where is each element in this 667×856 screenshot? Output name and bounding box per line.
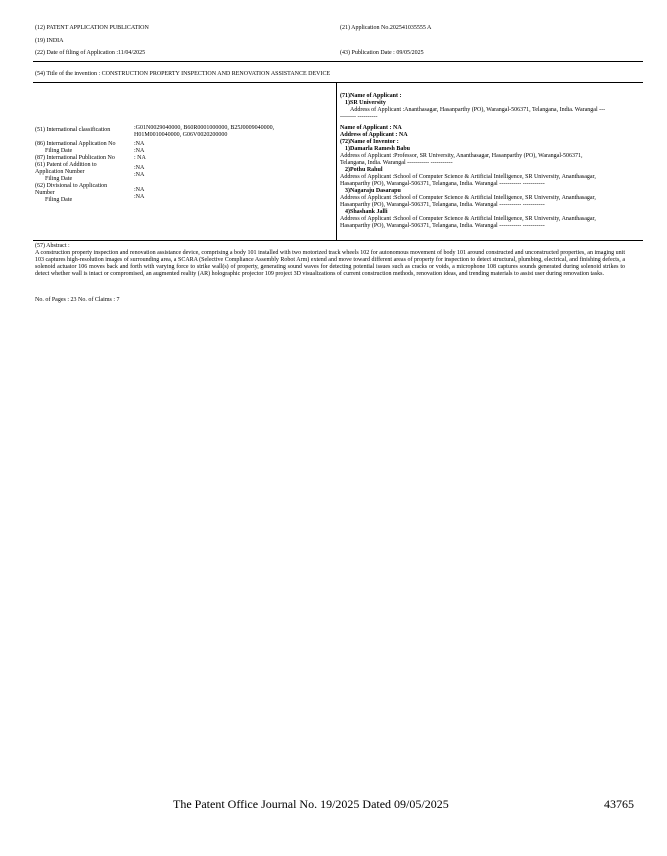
label-intl-application-no: (86) International Application No — [35, 141, 116, 147]
label-number: Number — [35, 190, 55, 196]
inventor-2-address-line-2: Hasanparthy (PO), Warangal-506371, Telangana, India. Warangal ----------- ----------- — [340, 181, 545, 187]
inventor-2-address-line-1: Address of Applicant :School of Computer Science & Artificial Intelligence, SR University, Ananthasagar, — [340, 174, 596, 180]
inventor-3-address-line-2: Hasanparthy (PO), Warangal-506371, Telangana, India. Warangal ----------- ----------- — [340, 202, 545, 208]
inventor-1-address-line-2: Telangana, India. Warangal ----------- ----------- — [340, 160, 453, 166]
inventor-1-address-line-1: Address of Applicant :Professor, SR University, Ananthasagar, Hasanparthy (PO), Warangal-506371, — [340, 153, 583, 159]
country: (19) INDIA — [35, 38, 64, 44]
value-filing-date-2: :NA — [134, 172, 145, 178]
publication-date: (43) Publication Date : 09/05/2025 — [340, 50, 424, 56]
name-of-applicant-na: Name of Applicant : NA — [340, 125, 402, 131]
value-filing-date-1: :NA — [134, 148, 145, 154]
label-intl-publication-no: (87) International Publication No — [35, 155, 115, 161]
inventor-3-name: 3)Nagaraju Dasarapu — [345, 188, 401, 194]
filing-date: (22) Date of filing of Application :11/04/2025 — [35, 50, 146, 56]
address-of-applicant-na: Address of Applicant : NA — [340, 132, 408, 138]
value-intl-publication-no: : NA — [134, 155, 146, 161]
page-number: 43765 — [604, 797, 634, 811]
pub-type: (12) PATENT APPLICATION PUBLICATION — [35, 25, 149, 31]
inventor-4-address-line-1: Address of Applicant :School of Computer Science & Artificial Intelligence, SR University, Ananthasagar, — [340, 216, 596, 222]
pages-and-claims: No. of Pages : 23 No. of Claims : 7 — [35, 297, 120, 303]
journal-footer: The Patent Office Journal No. 19/2025 Dated 09/05/2025 — [173, 797, 449, 811]
inventor-4-address-line-2: Hasanparthy (PO), Warangal-506371, Telangana, India. Warangal ----------- ----------- — [340, 223, 545, 229]
applicant-name: 1)SR University — [345, 100, 386, 106]
abstract-text: A construction property inspection and renovation assistance device, comprising a body 101 installed with two motorized track wheels 102 for autonomous movement of body 101 around constructed and unconstructed properties, an imaging unit 103 captures high-resolution images of surrounding area, a SCARA (Selective Compliance Assembly Robot Arm) extend and move toward different areas of property for inspection to detect structural, plumbing, electrical, and finishing defects, a solenoid actuator 106 moves back and forth with varying force to strike wall(s) of property, generating sound waves for detecting potential issues such as cracks or voids, a microphone 108 captures sounds generated during solenoid strikes to detect whether wall is intact or compromised, an augmented reality (AR) holographic projector 109 project 3D visualizations of current construction methods, renovation ideas, and trending materials to assist user during renovation tasks. — [35, 250, 625, 277]
label-filing-date-3: Filing Date — [45, 197, 73, 203]
invention-title: (54) Title of the invention : CONSTRUCTION PROPERTY INSPECTION AND RENOVATION ASSISTANCE DEVICE — [35, 71, 331, 77]
value-intl-application-no: :NA — [134, 141, 145, 147]
label-patent-of-addition: (61) Patent of Addition to — [35, 162, 97, 168]
value-patent-of-addition: :NA — [134, 165, 145, 171]
inventor-1-name: 1)Damarla Ramesh Babu — [345, 146, 411, 152]
inventor-4-name: 4)Shashank Jalli — [345, 209, 388, 215]
label-intl-classification: (51) International classification — [35, 127, 111, 133]
value-divisional: :NA — [134, 187, 145, 193]
column-divider — [336, 83, 337, 240]
label-divisional: (62) Divisional to Application — [35, 183, 108, 189]
applicant-address-cont: -------- ---------- — [340, 114, 378, 120]
label-filing-date-2: Filing Date — [45, 176, 73, 182]
header-divider — [33, 61, 643, 62]
label-filing-date-1: Filing Date — [45, 148, 73, 154]
abstract-heading: (57) Abstract : — [35, 243, 70, 249]
applicant-heading: (71)Name of Applicant : — [340, 93, 402, 99]
inventor-3-address-line-1: Address of Applicant :School of Computer Science & Artificial Intelligence, SR University, Ananthasagar, — [340, 195, 596, 201]
classification-line-1: :G01N0029040000, B60R0001000000, B25J0009040000, — [134, 125, 275, 131]
value-filing-date-3: :NA — [134, 194, 145, 200]
inventor-2-name: 2)Pothu Rahul — [345, 167, 383, 173]
applicant-address: Address of Applicant :Ananthasagar, Hasanparthy (PO), Warangal-506371, Telangana, India. Warangal --- — [350, 107, 606, 113]
classification-line-2: H01M0010040000, G06V0020200000 — [134, 132, 228, 138]
classification-labels — [35, 127, 135, 204]
label-application-number: Application Number — [35, 169, 85, 175]
title-divider — [33, 82, 643, 83]
abstract-divider — [33, 240, 643, 241]
applicant-inventor-block — [340, 93, 642, 230]
inventor-heading: (72)Name of Inventor : — [340, 139, 399, 145]
application-number: (21) Application No.202541035555 A — [340, 25, 432, 31]
classification-values — [134, 125, 334, 201]
